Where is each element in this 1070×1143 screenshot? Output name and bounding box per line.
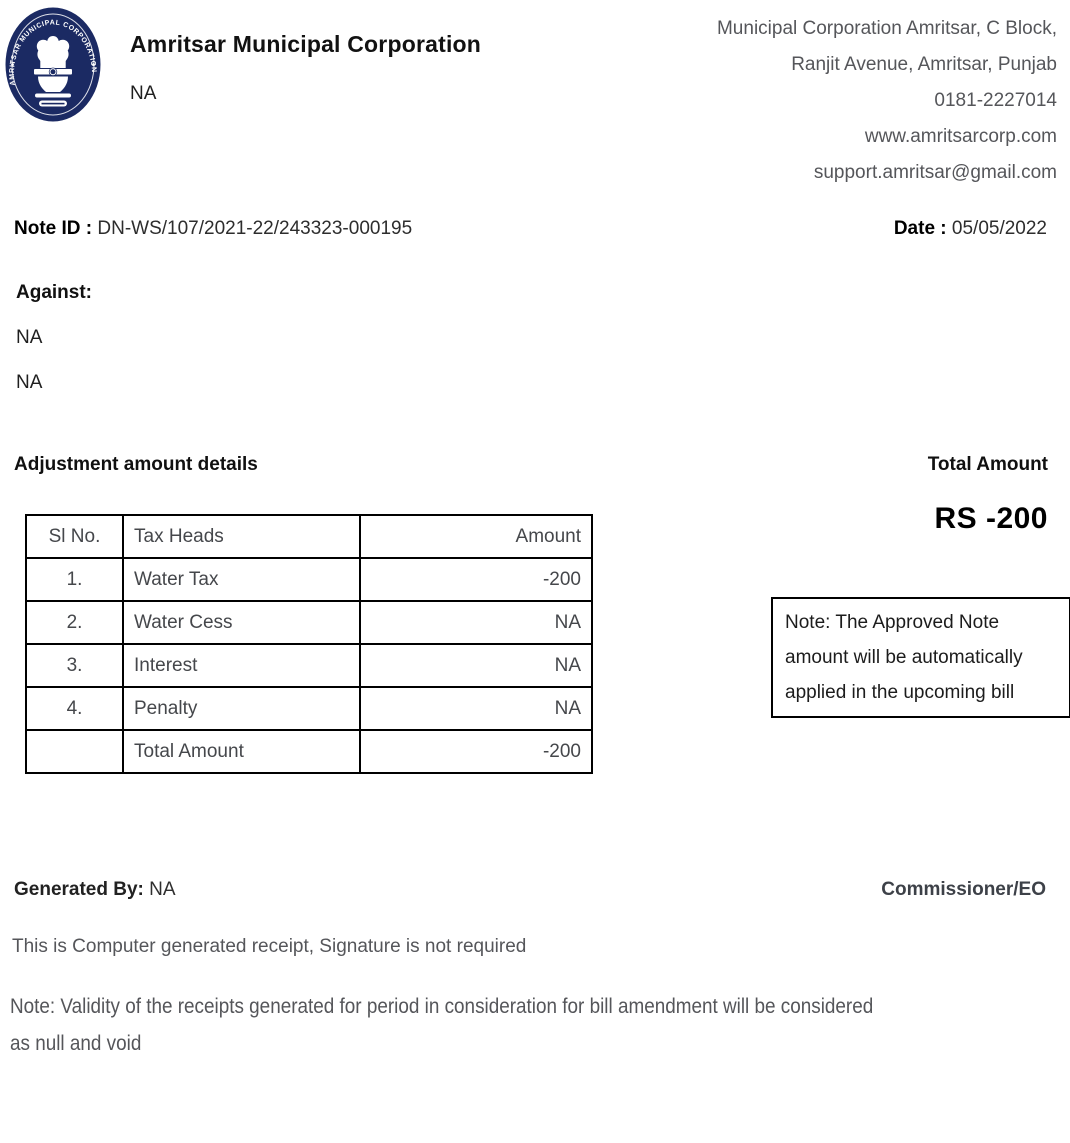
- org-subtitle: NA: [130, 83, 157, 104]
- table-row: [26, 558, 592, 601]
- municipal-corporation-logo: [5, 7, 101, 122]
- contact-email: support.amritsar@gmail.com: [813, 162, 1057, 183]
- signatory: Commissioner/EO: [881, 879, 1046, 900]
- contact-website: www.amritsarcorp.com: [864, 126, 1057, 147]
- header-tax-heads: Tax Heads: [123, 515, 360, 558]
- cell-sl: 3.: [26, 644, 123, 687]
- note-box-line-1: Note: The Approved Note: [785, 612, 1000, 633]
- cell-tax-head: Interest: [123, 644, 360, 687]
- lion-capital-emblem: [34, 36, 72, 107]
- cell-tax-head: Penalty: [123, 687, 360, 730]
- note-id: [14, 218, 412, 240]
- against-line-2: NA: [16, 372, 43, 393]
- computer-generated-note: This is Computer generated receipt, Signature is not required: [12, 936, 527, 957]
- cell-sl: 1.: [26, 558, 123, 601]
- cell-amount: NA: [360, 601, 592, 644]
- validity-note: [10, 988, 1070, 1062]
- cell-tax-head: Water Tax: [123, 558, 360, 601]
- note-id-label: Note ID :: [14, 218, 93, 239]
- cell-tax-head: Total Amount: [123, 730, 360, 773]
- cell-amount: NA: [360, 687, 592, 730]
- against-line-1: NA: [16, 327, 43, 348]
- date: [894, 218, 1047, 240]
- total-amount-value: RS -200: [934, 502, 1048, 535]
- approved-note-box: [771, 597, 1070, 718]
- adjustment-table: [25, 514, 593, 774]
- cell-sl: 2.: [26, 601, 123, 644]
- table-row: [26, 601, 592, 644]
- contact-phone: 0181-2227014: [934, 90, 1057, 111]
- cell-amount: NA: [360, 644, 592, 687]
- cell-amount: -200: [360, 558, 592, 601]
- generated-by-label: Generated By:: [14, 879, 144, 900]
- contact-block: [717, 11, 1057, 191]
- logo-arc-text: AMRITSAR MUNICIPAL CORPORATION: [8, 19, 98, 86]
- generated-by-value: NA: [143, 879, 176, 900]
- contact-address-line-1: Municipal Corporation Amritsar, C Block,: [716, 18, 1057, 39]
- adjustment-section-title: Adjustment amount details: [14, 454, 258, 475]
- note-box-line-3: applied in the upcoming bill: [785, 682, 1015, 703]
- cell-sl: 4.: [26, 687, 123, 730]
- total-amount-label: Total Amount: [927, 454, 1048, 475]
- validity-note-line-1: Note: Validity of the receipts generated for period in consideration for bill amendment will be considered: [10, 995, 874, 1018]
- date-label: Date :: [893, 218, 947, 239]
- table-row: [26, 687, 592, 730]
- cell-tax-head: Water Cess: [123, 601, 360, 644]
- table-header-row: [26, 515, 592, 558]
- generated-by: [14, 879, 176, 901]
- contact-address-line-2: Ranjit Avenue, Amritsar, Punjab: [791, 54, 1057, 75]
- cell-sl: [26, 730, 123, 773]
- org-name: Amritsar Municipal Corporation: [130, 31, 482, 57]
- cell-amount: -200: [360, 730, 592, 773]
- national-emblem-icon: [5, 7, 101, 122]
- header-sl-no: Sl No.: [26, 515, 123, 558]
- note-id-value: DN-WS/107/2021-22/243323-000195: [97, 218, 413, 239]
- header-amount: Amount: [360, 515, 592, 558]
- validity-note-line-2: as null and void: [10, 1032, 142, 1055]
- table-total-row: [26, 730, 592, 773]
- date-value: 05/05/2022: [951, 218, 1047, 239]
- table-row: [26, 644, 592, 687]
- against-label: Against:: [16, 282, 92, 303]
- note-box-line-2: amount will be automatically: [785, 647, 1023, 668]
